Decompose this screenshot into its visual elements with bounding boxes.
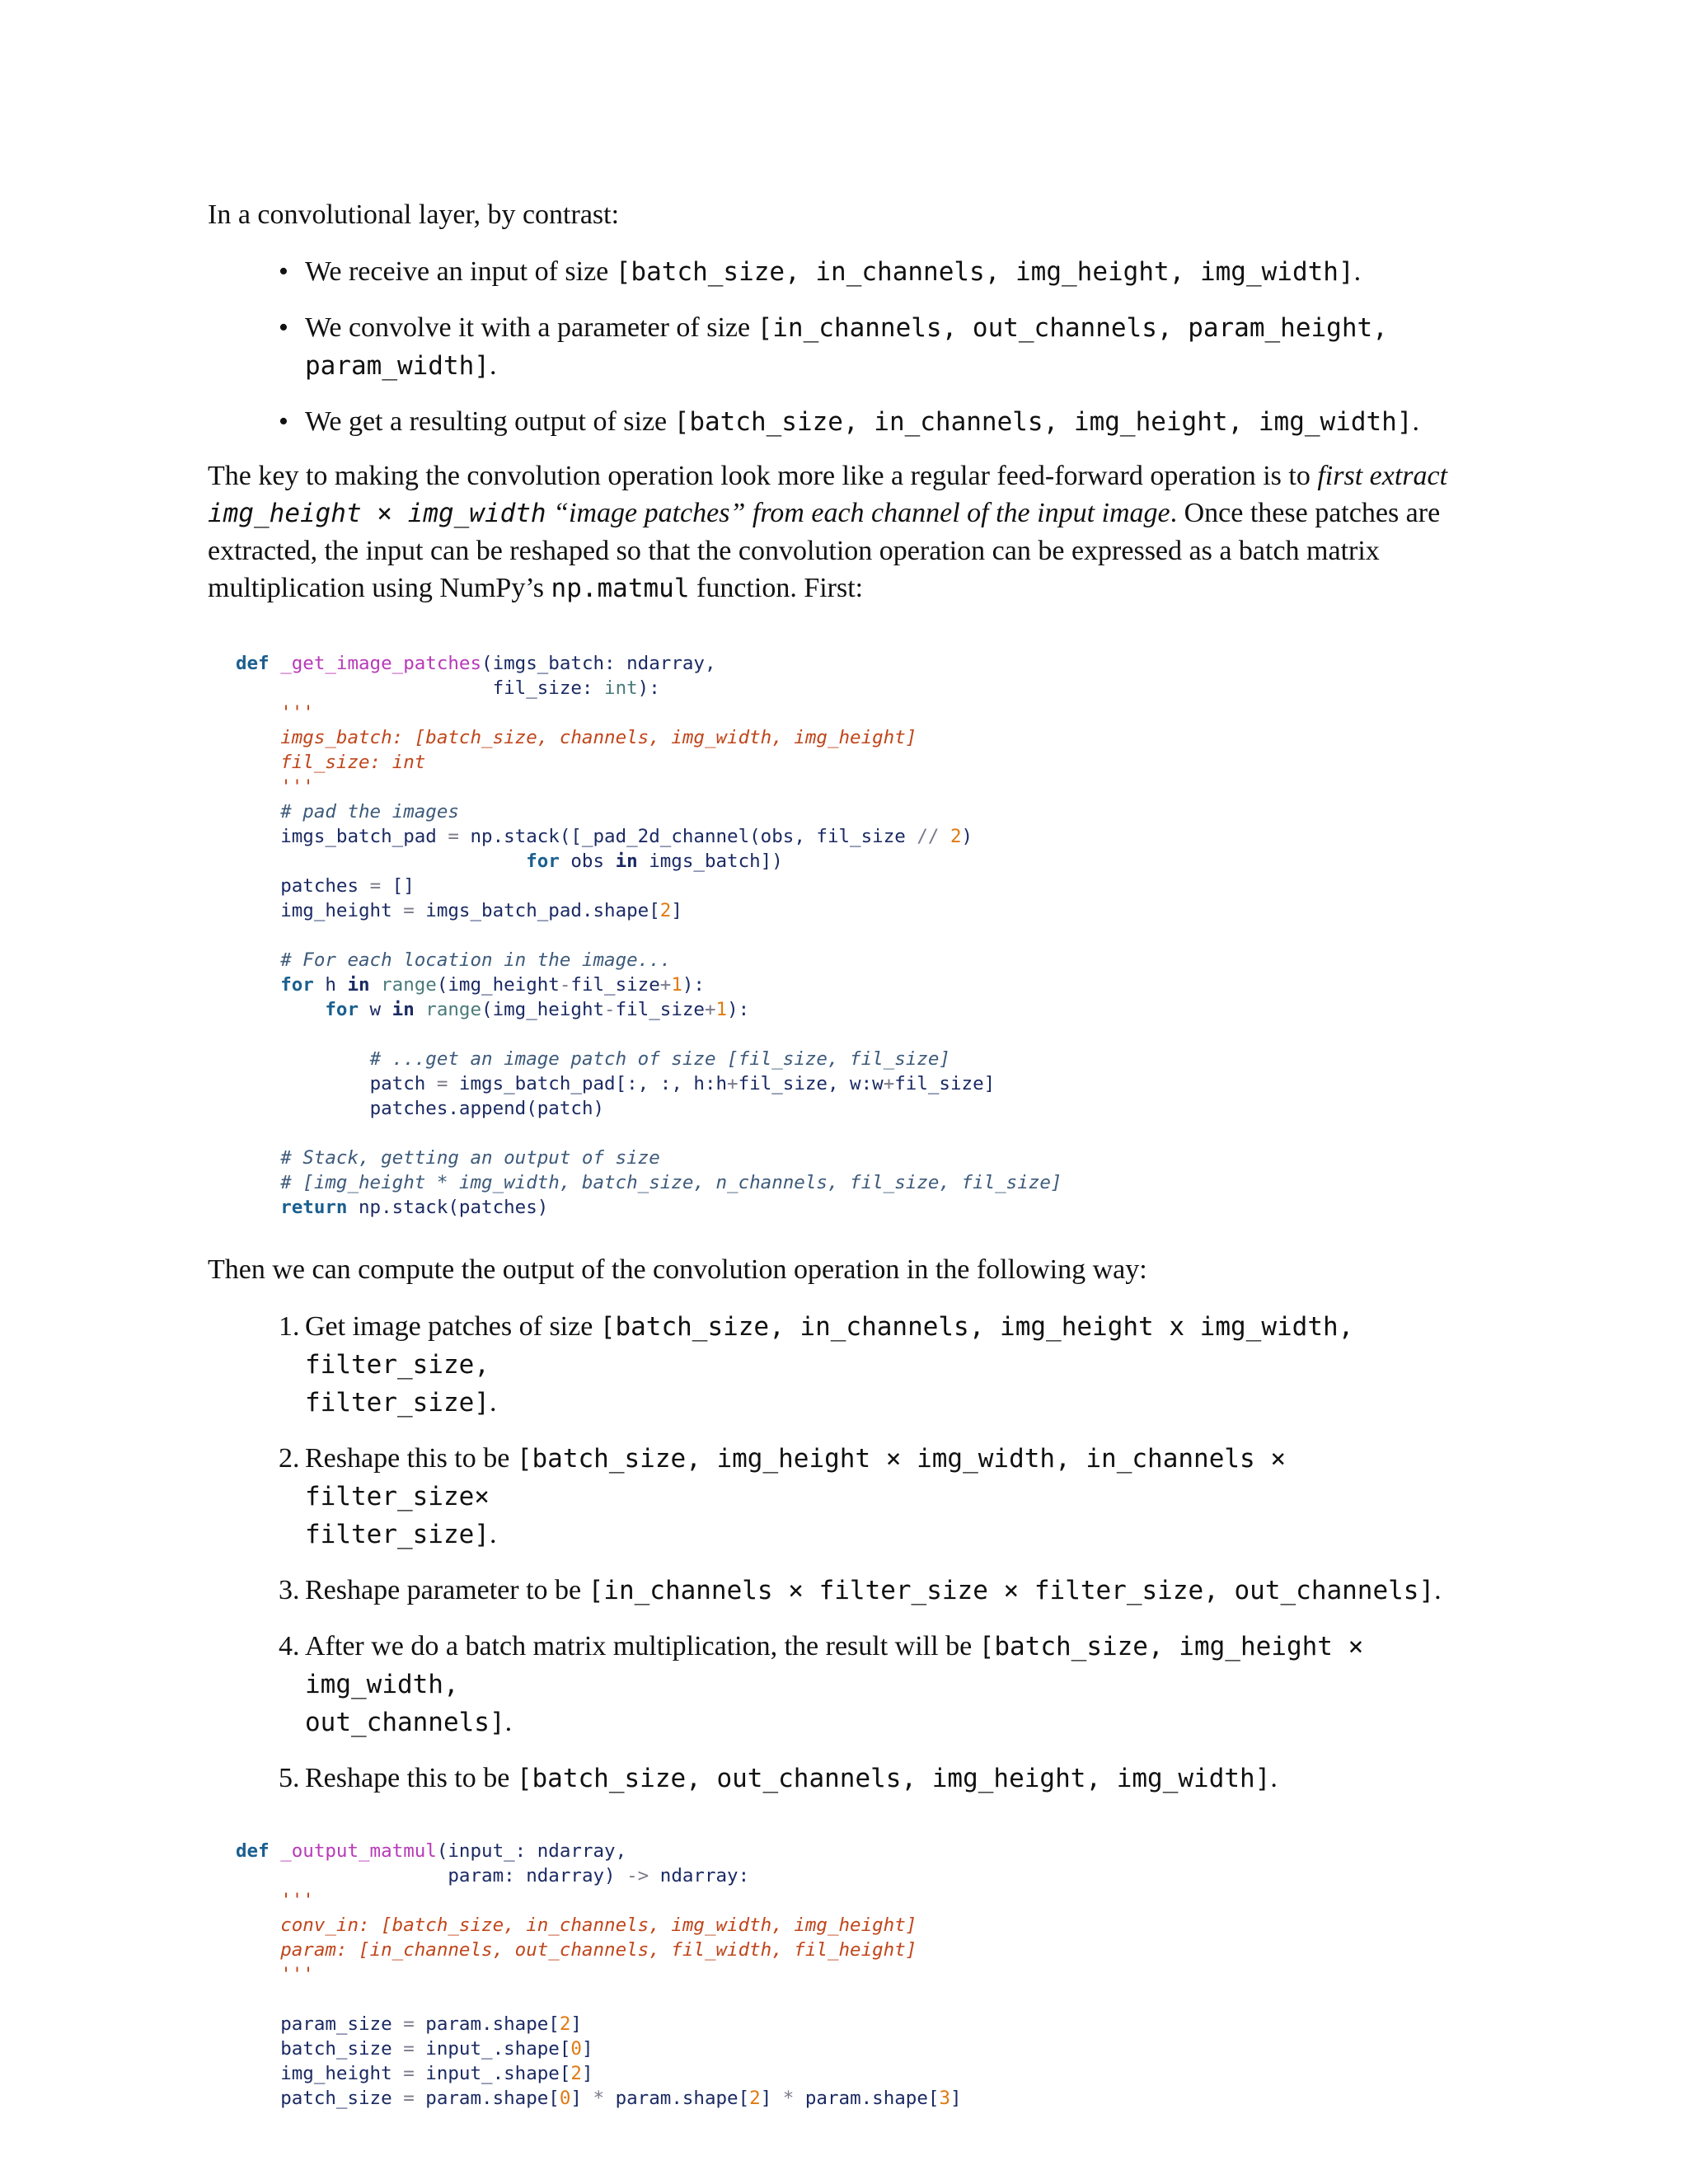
key-paragraph: The key to making the convolution operation look more like a regular feed-forward operation is to first extract img_height × img_width “image patches” from each channel of the input image. Once these patches are extracted, the input can be reshaped so that the convolution operation can be expressed as a batch matrix multiplication using NumPy’s np.matmul function. First:	[208, 461, 1448, 603]
then-paragraph: Then we can compute the output of the convolution operation in the following way:	[208, 1254, 1147, 1285]
intro-paragraph: In a convolutional layer, by contrast:	[208, 199, 620, 230]
bullet-icon: •	[279, 406, 288, 437]
list-item: 2. Reshape this to be [batch_size, img_height × img_width, in_channels × filter_size× filter_size].	[279, 1443, 1287, 1549]
list-item: 1. Get image patches of size [batch_size, in_channels, img_height x img_width, filter_size, filter_size].	[279, 1311, 1354, 1418]
code-block-get-image-patches: def _get_image_patches(imgs_batch: ndarray, fil_size: int): ''' imgs_batch: [batch_size, channels, img_width, img_height] fil_size: int ''' # pad the images imgs_batch_pad = np.stack([_pad_2d_channel(obs, fil_size // 2) for obs in imgs_batch]) patches = [] img_height = imgs_batch_pad.shape[2] # For each location in the image... for h in range(img_height-fil_size+1): for w in range(img_height-fil_size+1): # ...get an image patch of size [fil_size, fil_size] patch = imgs_batch_pad[:, :, h:h+fil_size, w:w+fil_size] patches.append(patch) # Stack, getting an output of size # [img_height * img_width, batch_size, n_channels, fil_size, fil_size] return np.stack(patches)	[236, 653, 1062, 1218]
code-block-output-matmul: def _output_matmul(input_: ndarray, param: ndarray) -> ndarray: ''' conv_in: [batch_size, in_channels, img_width, img_height] param: [in_channels, out_channels, fil_width, fil_height] ''' param_size = param.shape[2] batch_size = input_.shape[0] img_height = input_.shape[2] patch_size = param.shape[0] * param.shape[2] * param.shape[3]	[236, 1840, 962, 2109]
list-item: • We get a resulting output of size [batch_size, in_channels, img_height, img_width].	[208, 403, 1477, 441]
steps-list	[208, 1308, 1477, 1797]
bullet-icon: •	[279, 312, 288, 343]
input-output-bullets	[208, 253, 1477, 441]
list-item: • We receive an input of size [batch_size, in_channels, img_height, img_width].	[208, 253, 1477, 291]
document-page	[208, 196, 1477, 2111]
list-item: • We convolve it with a parameter of size [in_channels, out_channels, param_height, param_width].	[208, 309, 1477, 385]
bullet-icon: •	[279, 256, 288, 287]
list-item: 5. Reshape this to be [batch_size, out_channels, img_height, img_width].	[279, 1763, 1278, 1793]
list-item: 3. Reshape parameter to be [in_channels × filter_size × filter_size, out_channels].	[279, 1575, 1442, 1605]
list-item: 4. After we do a batch matrix multiplication, the result will be [batch_size, img_height × img_width, out_channels].	[279, 1631, 1364, 1737]
